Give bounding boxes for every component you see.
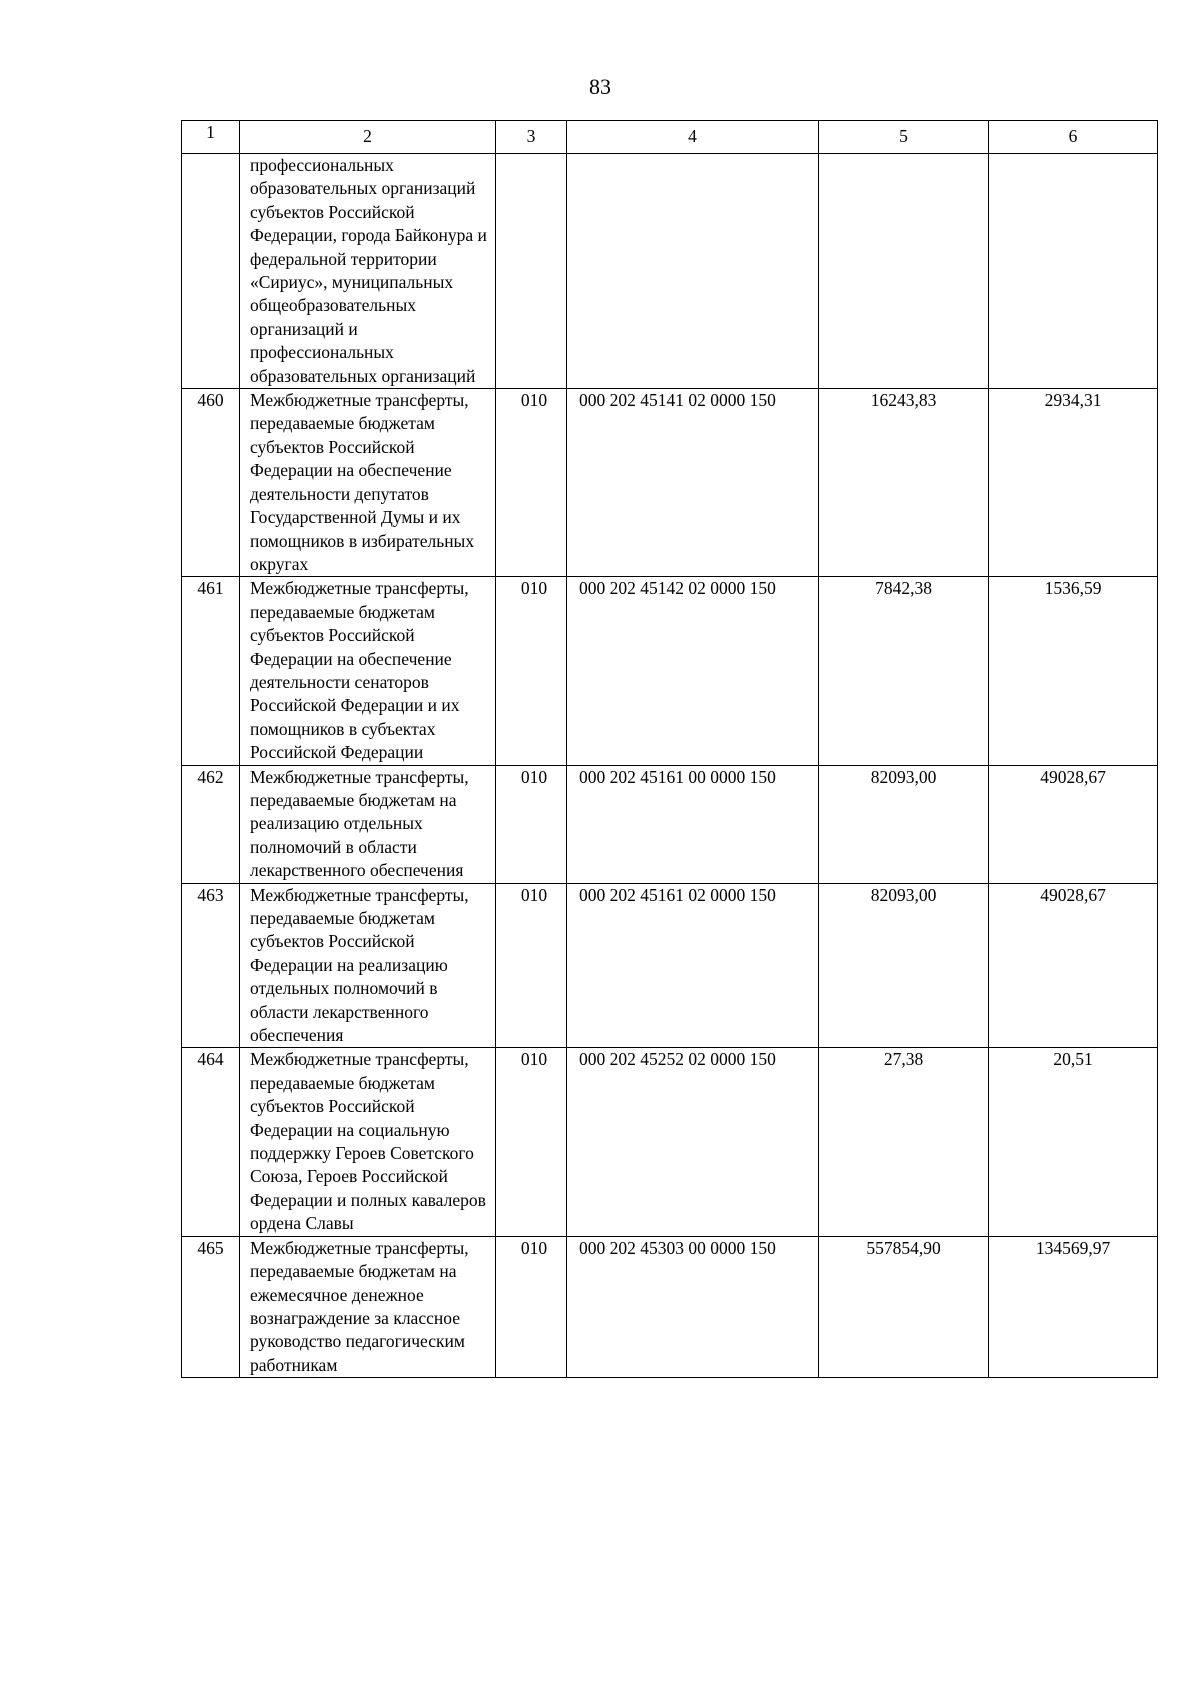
row-amount-executed: 49028,67 <box>989 765 1158 883</box>
row-number: 463 <box>182 883 240 1048</box>
row-budget-code: 000 202 45161 02 0000 150 <box>567 883 819 1048</box>
row-amount-approved: 82093,00 <box>819 883 989 1048</box>
row-amount-approved: 557854,90 <box>819 1236 989 1377</box>
row-line-code: 010 <box>496 577 567 765</box>
header-col-4: 4 <box>567 121 819 154</box>
row-number: 465 <box>182 1236 240 1377</box>
header-col-1: 1 <box>182 121 240 154</box>
header-col-3: 3 <box>496 121 567 154</box>
row-description: Межбюджетные трансферты, передаваемые бюджетам на реализацию отдельных полномочий в области лекарственного обеспечения <box>240 765 496 883</box>
row-amount-executed <box>989 154 1158 389</box>
row-amount-approved: 27,38 <box>819 1048 989 1236</box>
page-number: 83 <box>589 74 611 99</box>
row-budget-code: 000 202 45142 02 0000 150 <box>567 577 819 765</box>
row-line-code: 010 <box>496 1048 567 1236</box>
table-header-row <box>182 121 1158 154</box>
row-amount-approved: 82093,00 <box>819 765 989 883</box>
row-line-code: 010 <box>496 389 567 577</box>
row-description: профессиональных образовательных организаций субъектов Российской Федерации, города Байконура и федеральной территории «Сириус», муниципальных общеобразовательных организаций и профессиональных образовательных организаций <box>240 154 496 389</box>
row-line-code: 010 <box>496 1236 567 1377</box>
row-line-code <box>496 154 567 389</box>
row-line-code: 010 <box>496 765 567 883</box>
row-amount-approved: 16243,83 <box>819 389 989 577</box>
row-number: 462 <box>182 765 240 883</box>
budget-table <box>181 120 1158 1378</box>
table-row <box>182 389 1158 577</box>
header-col-6: 6 <box>989 121 1158 154</box>
row-amount-approved <box>819 154 989 389</box>
row-budget-code: 000 202 45141 02 0000 150 <box>567 389 819 577</box>
table-row <box>182 1236 1158 1377</box>
row-amount-executed: 1536,59 <box>989 577 1158 765</box>
row-amount-executed: 49028,67 <box>989 883 1158 1048</box>
row-description: Межбюджетные трансферты, передаваемые бюджетам субъектов Российской Федерации на реализацию отдельных полномочий в области лекарственного обеспечения <box>240 883 496 1048</box>
table-row <box>182 1048 1158 1236</box>
header-col-2: 2 <box>240 121 496 154</box>
row-amount-approved: 7842,38 <box>819 577 989 765</box>
row-description: Межбюджетные трансферты, передаваемые бюджетам субъектов Российской Федерации на социальную поддержку Героев Советского Союза, Героев Российской Федерации и полных кавалеров ордена Славы <box>240 1048 496 1236</box>
table-row <box>182 577 1158 765</box>
row-number: 464 <box>182 1048 240 1236</box>
row-number <box>182 154 240 389</box>
row-amount-executed: 20,51 <box>989 1048 1158 1236</box>
table-row <box>182 765 1158 883</box>
row-number: 461 <box>182 577 240 765</box>
row-description: Межбюджетные трансферты, передаваемые бюджетам на ежемесячное денежное вознаграждение за классное руководство педагогическим работникам <box>240 1236 496 1377</box>
row-budget-code: 000 202 45252 02 0000 150 <box>567 1048 819 1236</box>
table-row <box>182 883 1158 1048</box>
row-line-code: 010 <box>496 883 567 1048</box>
header-col-5: 5 <box>819 121 989 154</box>
row-description: Межбюджетные трансферты, передаваемые бюджетам субъектов Российской Федерации на обеспечение деятельности сенаторов Российской Федерации и их помощников в субъектах Российской Федерации <box>240 577 496 765</box>
row-amount-executed: 2934,31 <box>989 389 1158 577</box>
row-budget-code <box>567 154 819 389</box>
row-number: 460 <box>182 389 240 577</box>
row-description: Межбюджетные трансферты, передаваемые бюджетам субъектов Российской Федерации на обеспечение деятельности депутатов Государственной Думы и их помощников в избирательных округах <box>240 389 496 577</box>
table-row <box>182 154 1158 389</box>
row-amount-executed: 134569,97 <box>989 1236 1158 1377</box>
row-budget-code: 000 202 45303 00 0000 150 <box>567 1236 819 1377</box>
row-budget-code: 000 202 45161 00 0000 150 <box>567 765 819 883</box>
